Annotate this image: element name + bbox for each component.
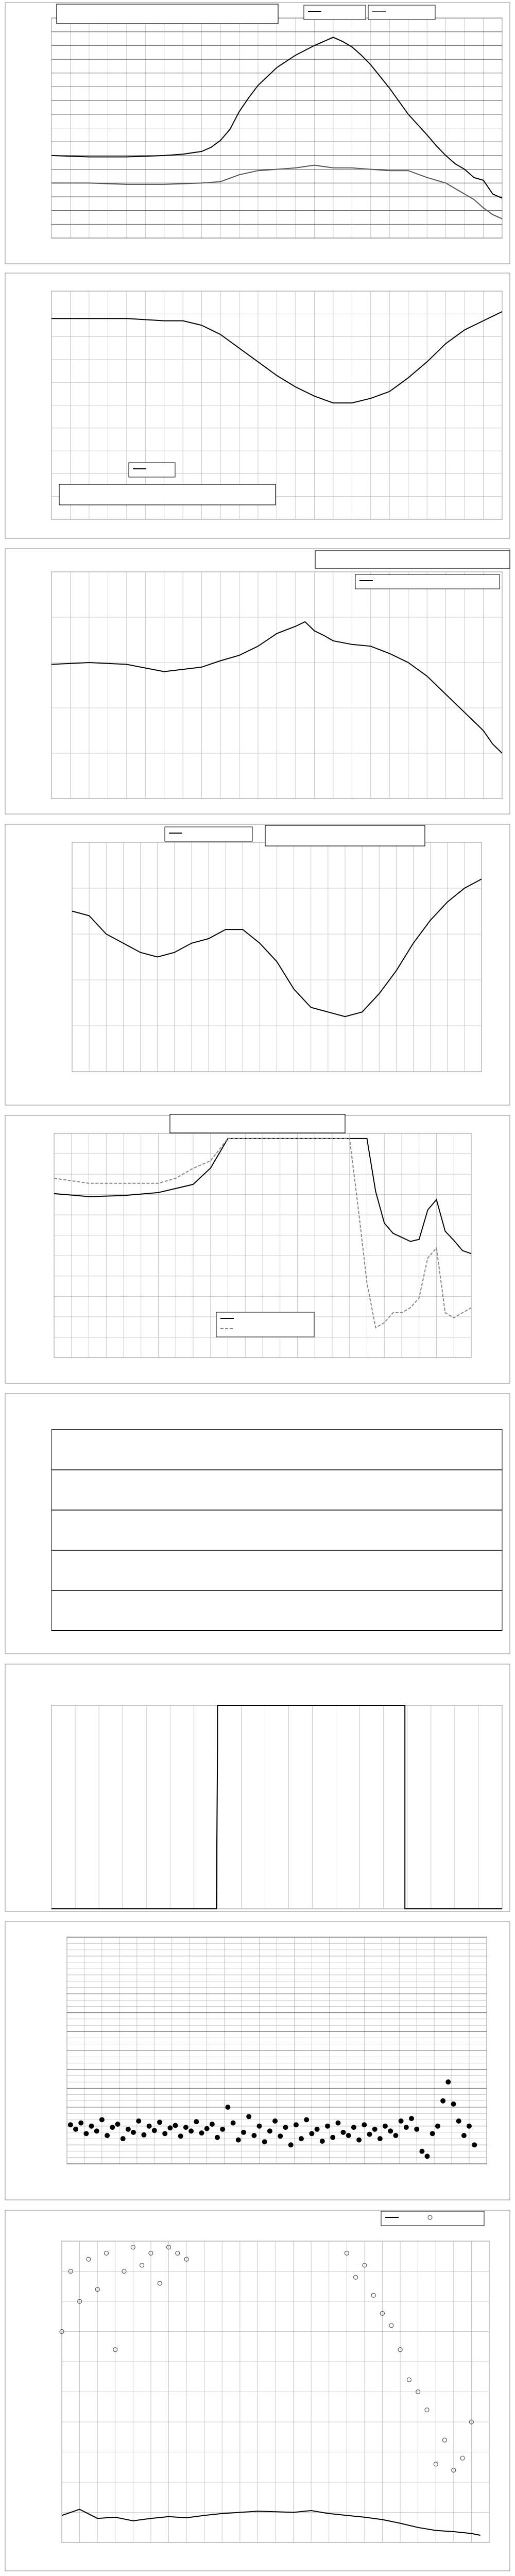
pressure-chart xyxy=(0,819,515,1110)
mixing-ratio-chart-panel xyxy=(0,544,515,819)
direction-point xyxy=(278,2133,283,2139)
direction-point xyxy=(188,2128,194,2133)
direction-point xyxy=(419,2149,424,2154)
direction-point xyxy=(246,2114,251,2119)
direction-point xyxy=(309,2131,314,2136)
direction-point xyxy=(257,2124,262,2129)
direction-point xyxy=(283,2125,288,2130)
direction-point xyxy=(351,2125,356,2130)
direction-point xyxy=(262,2139,267,2144)
direction-point xyxy=(272,2119,278,2124)
wind-speed-chart-panel xyxy=(0,2205,515,2576)
direction-point xyxy=(377,2136,383,2141)
legend-box xyxy=(129,463,175,477)
direction-point xyxy=(451,2102,456,2107)
direction-point xyxy=(68,2122,73,2127)
direction-point xyxy=(456,2119,461,2124)
direction-point xyxy=(430,2131,435,2136)
direction-point xyxy=(346,2133,351,2138)
chart-title-box xyxy=(57,4,278,24)
chart-title-box xyxy=(170,1114,345,1133)
direction-point xyxy=(157,2120,162,2125)
direction-point xyxy=(231,2121,236,2126)
direction-point xyxy=(435,2124,440,2129)
direction-point xyxy=(304,2117,309,2122)
direction-point xyxy=(220,2127,225,2132)
direction-point xyxy=(110,2125,115,2130)
direction-point xyxy=(341,2130,346,2135)
direction-point xyxy=(440,2098,445,2104)
direction-point xyxy=(167,2125,173,2130)
direction-point xyxy=(251,2133,256,2138)
rainfall-chart-panel xyxy=(0,1388,515,1659)
direction-point xyxy=(404,2125,409,2130)
direction-point xyxy=(105,2133,110,2138)
direction-point xyxy=(194,2119,199,2124)
plot-area xyxy=(52,1705,502,1909)
direction-point xyxy=(335,2121,340,2126)
direction-point xyxy=(399,2119,404,2124)
direction-point xyxy=(299,2136,304,2141)
pressure-chart-panel xyxy=(0,819,515,1110)
rh-chart xyxy=(0,268,515,544)
direction-point xyxy=(409,2116,414,2121)
direction-point xyxy=(83,2131,89,2136)
direction-point xyxy=(204,2126,210,2131)
direction-point xyxy=(472,2142,477,2147)
direction-point xyxy=(89,2124,94,2129)
direction-point xyxy=(267,2128,272,2133)
direction-point xyxy=(414,2127,419,2132)
legend-box xyxy=(216,1312,314,1337)
legend-box xyxy=(355,574,500,589)
direction-point xyxy=(288,2142,294,2147)
direction-point xyxy=(467,2124,472,2129)
direction-point xyxy=(162,2131,167,2136)
direction-point xyxy=(115,2122,121,2127)
direction-point xyxy=(210,2122,215,2127)
wind-direction-chart-panel xyxy=(0,1917,515,2205)
chart-title-box xyxy=(59,484,276,505)
direction-point xyxy=(362,2122,367,2127)
direction-point xyxy=(126,2127,131,2132)
legend-box xyxy=(165,827,252,841)
direction-point xyxy=(445,2079,451,2084)
temperature-chart xyxy=(0,0,515,268)
wind-direction-chart xyxy=(0,1917,515,2205)
direction-point xyxy=(183,2125,188,2130)
direction-point xyxy=(199,2130,204,2136)
legend-box xyxy=(304,5,366,20)
direction-point xyxy=(367,2132,372,2137)
direction-point xyxy=(393,2133,398,2138)
mixing-ratio-chart xyxy=(0,544,515,819)
direction-point xyxy=(294,2122,299,2127)
direction-point xyxy=(425,2154,430,2159)
direction-point xyxy=(99,2117,105,2122)
direction-point xyxy=(325,2124,330,2129)
direction-point xyxy=(136,2119,141,2124)
direction-point xyxy=(225,2105,230,2110)
direction-point xyxy=(315,2127,320,2132)
direction-point xyxy=(320,2139,325,2144)
legend-box xyxy=(381,2211,484,2226)
sunshine-chart xyxy=(0,1659,515,1917)
rh-chart-panel xyxy=(0,268,515,544)
legend-box xyxy=(368,5,435,20)
direction-point xyxy=(178,2133,183,2139)
direction-point xyxy=(73,2127,78,2132)
temperature-chart-panel xyxy=(0,0,515,268)
direction-point xyxy=(152,2128,157,2133)
direction-point xyxy=(147,2124,152,2129)
direction-point xyxy=(372,2127,377,2132)
plot-area xyxy=(52,1430,502,1631)
grass-temp-chart xyxy=(0,1110,515,1388)
direction-point xyxy=(383,2124,388,2129)
direction-point xyxy=(241,2130,246,2135)
wind-speed-chart xyxy=(0,2205,515,2576)
rainfall-chart xyxy=(0,1388,515,1659)
direction-point xyxy=(94,2128,99,2133)
direction-point xyxy=(121,2136,126,2141)
direction-point xyxy=(131,2130,136,2135)
sunshine-chart-panel xyxy=(0,1659,515,1917)
direction-point xyxy=(356,2138,362,2143)
direction-point xyxy=(236,2138,241,2143)
direction-point xyxy=(141,2132,146,2138)
direction-point xyxy=(215,2135,220,2140)
direction-point xyxy=(173,2123,178,2128)
direction-point xyxy=(388,2128,393,2133)
direction-point xyxy=(78,2121,83,2126)
chart-title-box xyxy=(265,825,425,846)
grass-temp-chart-panel xyxy=(0,1110,515,1388)
chart-title-box xyxy=(315,551,510,568)
direction-point xyxy=(461,2133,467,2138)
direction-point xyxy=(330,2135,335,2140)
